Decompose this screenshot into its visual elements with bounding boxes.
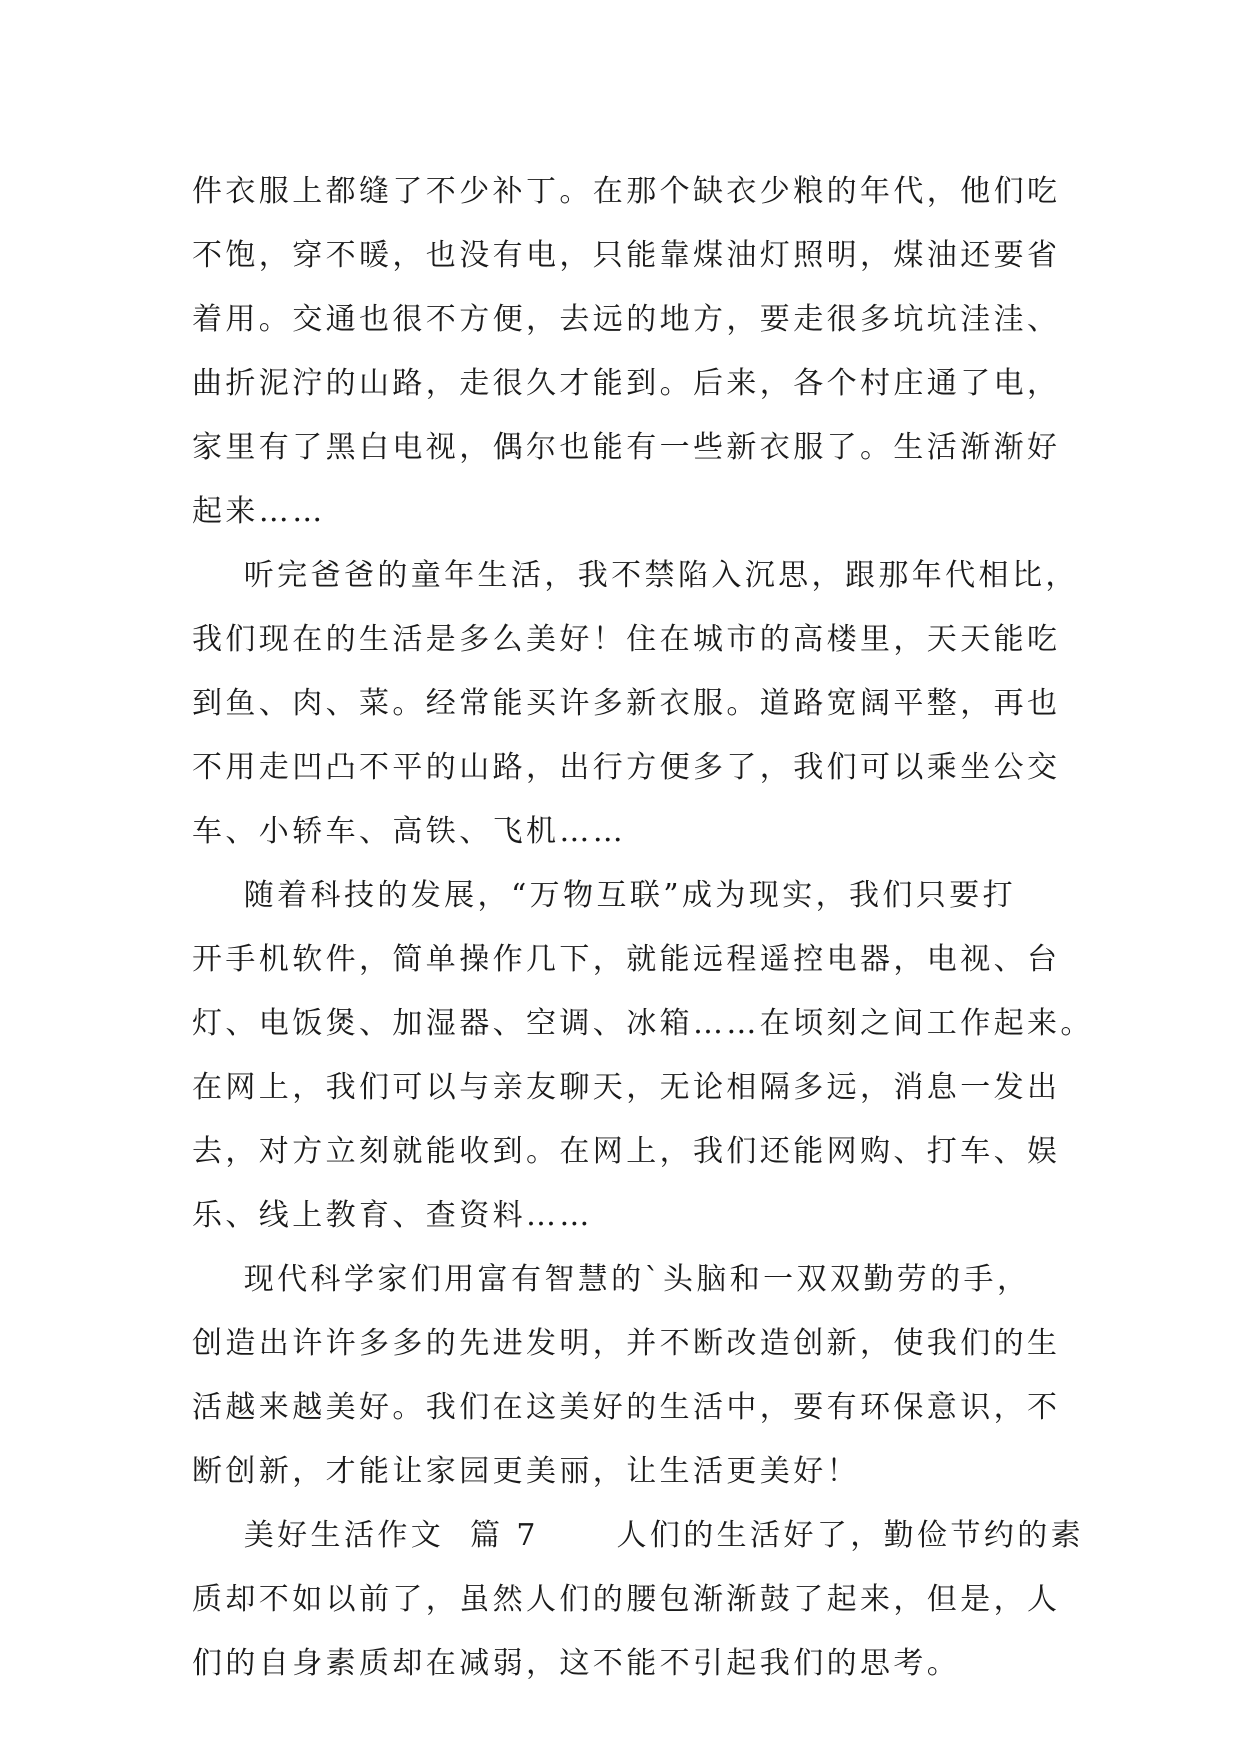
text-line: 不用走凹凸不平的山路，出行方便多了，我们可以乘坐公交 [192,750,1061,785]
text-line: 起来…… [192,494,326,529]
text-line: 活越来越美好。我们在这美好的生活中，要有环保意识，不 [192,1390,1061,1425]
text-line: 到鱼、肉、菜。经常能买许多新衣服。道路宽阔平整，再也 [192,686,1061,721]
text-line: 开手机软件，简单操作几下，就能远程遥控电器，电视、台 [192,942,1061,977]
text-line: 件衣服上都缝了不少补丁。在那个缺衣少粮的年代，他们吃 [192,174,1061,209]
text-line: 在网上，我们可以与亲友聊天，无论相隔多远，消息一发出 [192,1070,1061,1105]
text-line: 我们现在的生活是多么美好！住在城市的高楼里，天天能吃 [192,622,1061,657]
text-line: 曲折泥泞的山路，走很久才能到。后来，各个村庄通了电， [192,366,1061,401]
text-line: 去，对方立刻就能收到。在网上，我们还能网购、打车、娱 [192,1134,1061,1169]
text-line: 车、小轿车、高铁、飞机…… [192,814,627,849]
text-line: 不饱，穿不暖，也没有电，只能靠煤油灯照明，煤油还要省 [192,238,1061,273]
text-line: 质却不如以前了，虽然人们的腰包渐渐鼓了起来，但是，人 [192,1582,1061,1617]
text-line: 随着科技的发展，“万物互联”成为现实，我们只要打 [192,878,1017,913]
text-line: 创造出许许多多的先进发明，并不断改造创新，使我们的生 [192,1326,1061,1361]
text-line: 家里有了黑白电视，偶尔也能有一些新衣服了。生活渐渐好 [192,430,1061,465]
text-line: 着用。交通也很不方便，去远的地方，要走很多坑坑洼洼、 [192,302,1061,337]
text-line: 们的自身素质却在减弱，这不能不引起我们的思考。 [192,1646,961,1681]
text-line: 乐、线上教育、查资料…… [192,1198,593,1233]
text-line: 美好生活作文 篇 7 人们的生活好了，勤俭节约的素 [192,1518,1085,1553]
text-line: 现代科学家们用富有智慧的`头脑和一双双勤劳的手， [192,1262,1031,1297]
text-line: 断创新，才能让家园更美丽，让生活更美好！ [192,1454,860,1489]
text-line: 灯、电饭煲、加湿器、空调、冰箱……在顷刻之间工作起来。 [192,1006,1094,1041]
text-line: 听完爸爸的童年生活，我不禁陷入沉思，跟那年代相比， [192,558,1079,593]
document-body [192,160,1094,1696]
